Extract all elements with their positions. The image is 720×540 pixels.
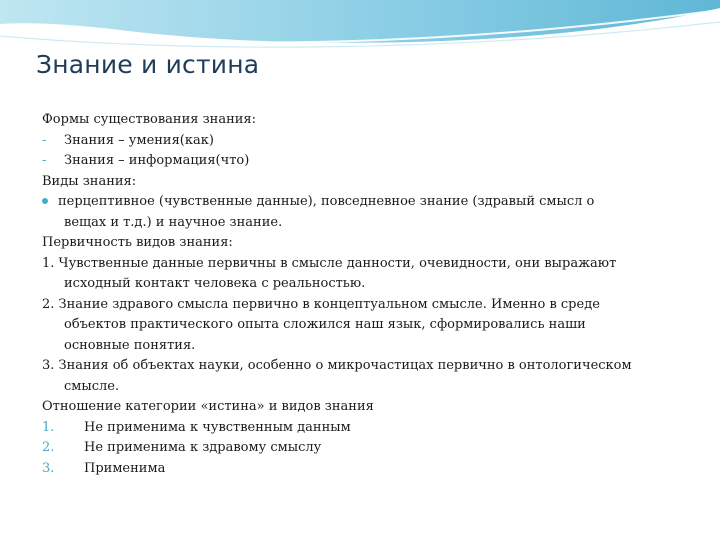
- primacy-item-2-line1: 2. Знание здравого смысла первично в концептуальном смысле. Именно в среде: [42, 296, 600, 312]
- forms-heading: Формы существования знания:: [42, 112, 257, 127]
- primacy-item-1-line1: 1. Чувственные данные первичны в смысле данности, очевидности, они выражают: [42, 255, 617, 271]
- primacy-item-2-line2: объектов практического опыта сложился наш язык, сформировались наши: [64, 317, 586, 332]
- forms-item: [42, 151, 682, 172]
- dash-marker: -: [42, 132, 47, 148]
- types-item-text-line2: вещах и т.д.) и научное знание.: [64, 214, 283, 230]
- forms-item-text: Знания – умения(как): [64, 132, 214, 148]
- relation-item-text: Не применима к чувственным данным: [84, 419, 351, 435]
- slide-body: [42, 110, 682, 479]
- primacy-item-3-line1: 3. Знания об объектах науки, особенно о микрочастицах первично в онтологическом: [42, 358, 632, 373]
- list-number: 3.: [42, 460, 55, 476]
- relation-item: [42, 418, 682, 439]
- forms-item-text: Знания – информация(что): [64, 153, 250, 168]
- relation-item: [42, 459, 682, 480]
- relation-heading: Отношение категории «истина» и видов знания: [42, 399, 374, 414]
- relation-item-text: Применима: [84, 460, 166, 476]
- primacy-item-2-line3: основные понятия.: [64, 337, 196, 353]
- relation-item-text: Не применима к здравому смыслу: [84, 440, 322, 455]
- list-number: 1.: [42, 419, 55, 435]
- relation-item: [42, 438, 682, 459]
- types-item-text-line1: перцептивное (чувственные данные), повседневное знание (здравый смысл о: [58, 194, 595, 209]
- list-number: 2.: [42, 440, 55, 455]
- types-item: [42, 192, 682, 213]
- primacy-heading: Первичность видов знания:: [42, 235, 233, 250]
- forms-item: [42, 131, 682, 152]
- bullet-icon: [42, 198, 48, 204]
- types-heading: Виды знания:: [42, 173, 137, 189]
- primacy-item-1-line2: исходный контакт человека с реальностью.: [64, 276, 366, 291]
- slide-title: Знание и истина: [36, 50, 260, 79]
- dash-marker: -: [42, 153, 47, 168]
- primacy-item-3-line2: смысле.: [64, 378, 120, 394]
